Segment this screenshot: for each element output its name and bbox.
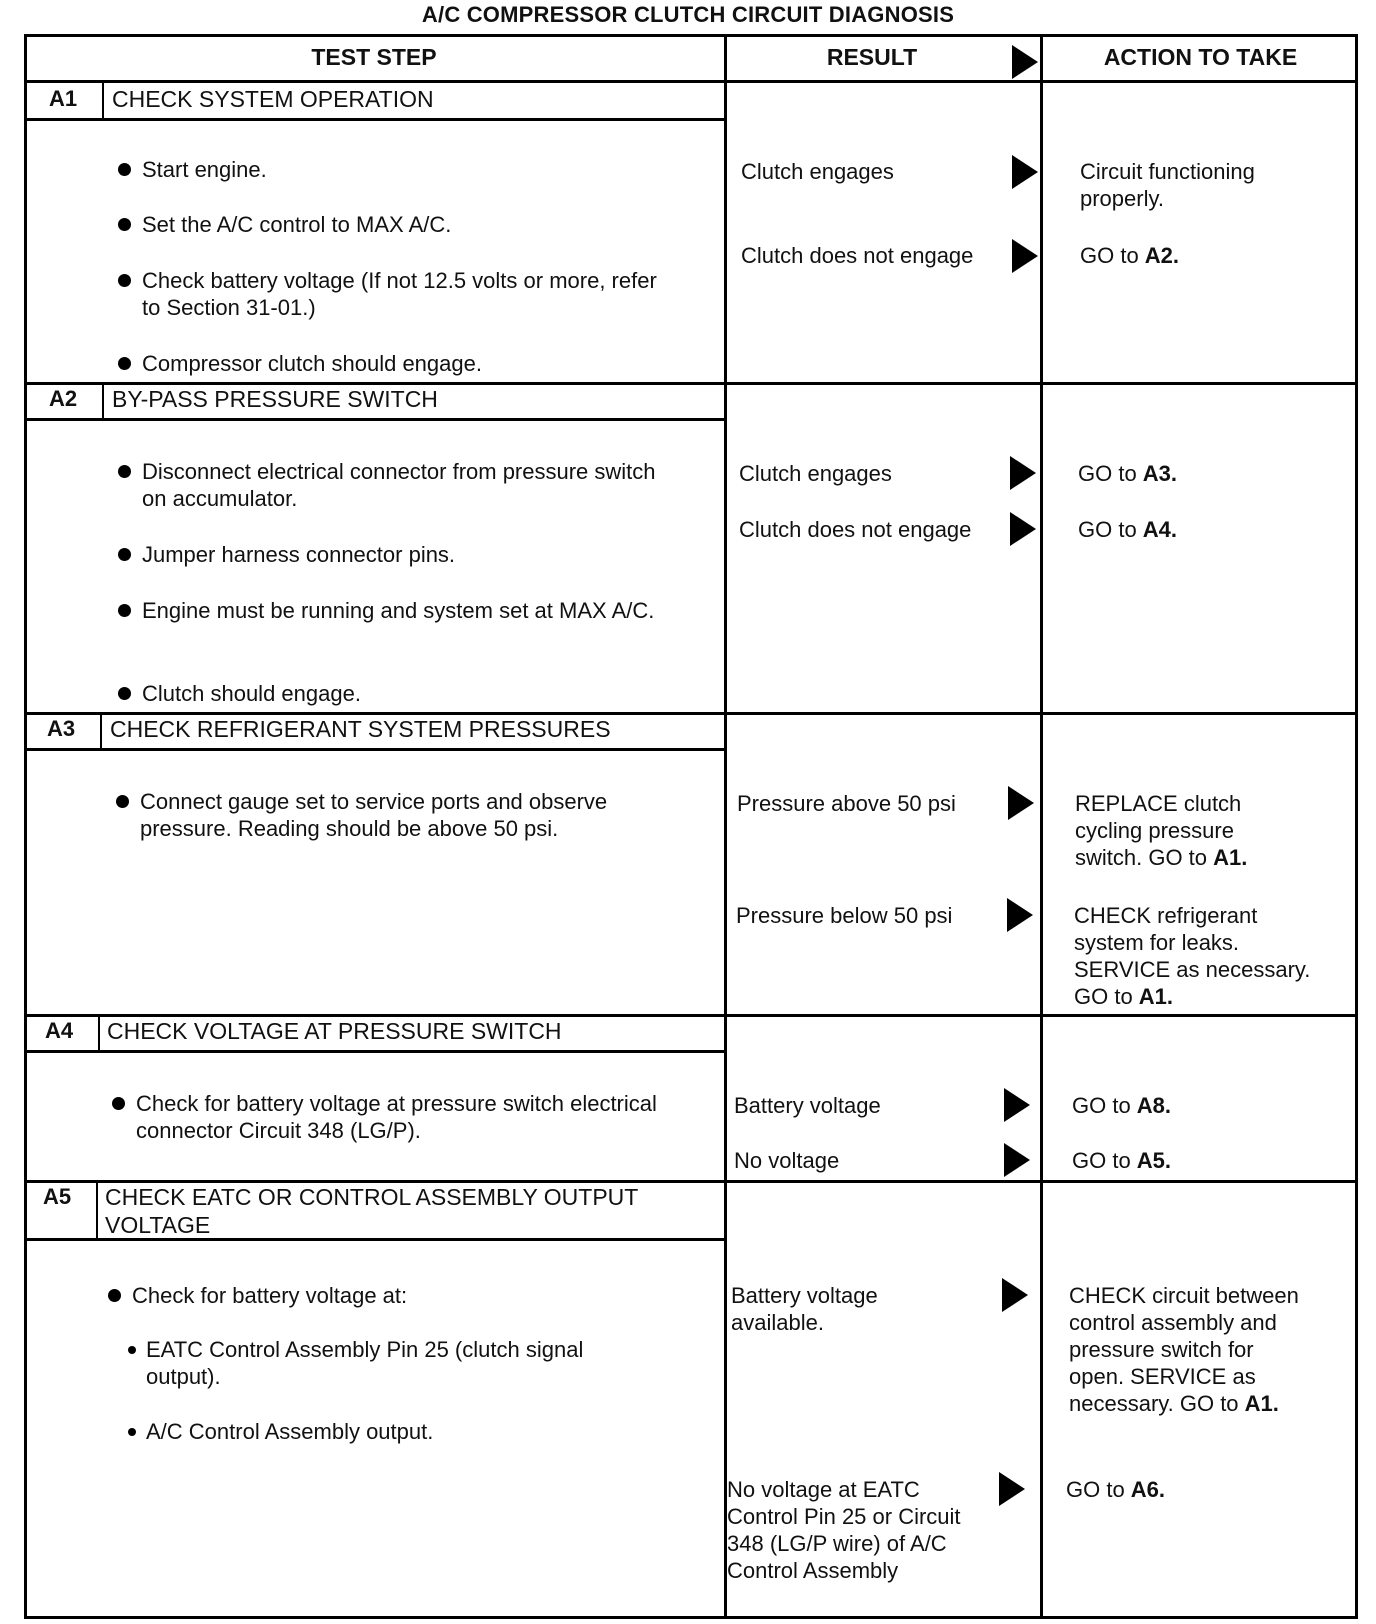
result-arrow-icon [1012,239,1038,273]
step-title-divider [24,418,724,421]
step-id-divider [102,382,104,418]
step-instruction: Start engine. [116,156,676,183]
step-id-divider [100,712,102,748]
action-text: GO to A8. [1072,1093,1172,1118]
header-test-step: TEST STEP [311,44,437,70]
step-title-divider [24,748,724,751]
header-result: RESULT [826,44,918,70]
result-text: Clutch engages [741,159,894,184]
step-id-divider [96,1180,98,1238]
result-arrow-icon [1002,1278,1028,1312]
column-divider [1040,34,1043,1619]
step-sub-instruction: A/C Control Assembly output. [126,1418,646,1445]
result-arrow-icon [1010,456,1036,490]
step-instruction: Connect gauge set to service ports and observe pressure. Reading should be above 50 psi. [114,788,674,842]
step-instruction: Set the A/C control to MAX A/C. [116,211,676,238]
step-instruction: Compressor clutch should engage. [116,350,676,377]
header-divider [24,80,1358,83]
action-text: GO to A4. [1078,517,1178,542]
step-id-divider [98,1014,100,1050]
step-sub-instruction: EATC Control Assembly Pin 25 (clutch signal output). [126,1336,646,1390]
step-instruction: Check for battery voltage at pressure switch electrical connector Circuit 348 (LG/P). [110,1090,670,1144]
column-divider [724,34,727,1619]
result-text: No voltage at EATC Control Pin 25 or Circuit 348 (LG/P wire) of A/C Control Assembly [727,1477,961,1583]
action-text: CHECK refrigerant system for leaks. SERVICE as necessary. GO to A1. [1074,903,1311,1009]
step-instruction: Engine must be running and system set at MAX A/C. [116,597,676,624]
action-text: GO to A3. [1078,461,1178,486]
step-instruction: Jumper harness connector pins. [116,541,676,568]
step-id: A4 [44,1018,74,1043]
step-id-divider [102,80,104,118]
step-title: CHECK REFRIGERANT SYSTEM PRESSURES [110,716,611,742]
action-text: CHECK circuit between control assembly and pressure switch for open. SERVICE as necessary. GO to A1. [1069,1283,1299,1416]
step-title-divider [24,1050,724,1053]
result-text: Clutch does not engage [739,517,972,542]
action-text: GO to A2. [1080,243,1180,268]
result-text: Battery voltage available. [731,1283,878,1335]
result-arrow-icon [1008,786,1034,820]
step-id: A2 [48,386,78,411]
document-title: A/C COMPRESSOR CLUTCH CIRCUIT DIAGNOSIS [421,2,955,27]
result-arrow-icon [999,1472,1025,1506]
action-text: GO to A6. [1066,1477,1166,1502]
step-instruction: Clutch should engage. [116,680,676,707]
result-text: Clutch does not engage [741,243,974,268]
header-action: ACTION TO TAKE [1103,44,1298,70]
step-title: BY-PASS PRESSURE SWITCH [112,386,438,412]
result-arrow-icon [1007,898,1033,932]
result-text: Battery voltage [734,1093,881,1118]
result-text: Pressure below 50 psi [736,903,953,928]
result-arrow-icon [1004,1143,1030,1177]
step-title: CHECK EATC OR CONTROL ASSEMBLY OUTPUT VOLTAGE [105,1184,638,1238]
result-arrow-icon [1004,1088,1030,1122]
step-title-divider [24,118,724,121]
step-id: A1 [48,86,78,111]
action-text: Circuit functioning properly. [1080,159,1255,211]
header-arrow-icon [1012,45,1038,79]
step-id: A3 [46,716,76,741]
step-title: CHECK VOLTAGE AT PRESSURE SWITCH [107,1018,562,1044]
action-text: REPLACE clutch cycling pressure switch. GO to A1. [1075,791,1248,870]
result-text: Clutch engages [739,461,892,486]
step-id: A5 [42,1184,72,1209]
step-instruction: Check for battery voltage at: [106,1282,666,1309]
action-text: GO to A5. [1072,1148,1172,1173]
result-arrow-icon [1012,155,1038,189]
result-text: Pressure above 50 psi [737,791,956,816]
result-arrow-icon [1010,512,1036,546]
result-text: No voltage [734,1148,840,1173]
step-instruction: Check battery voltage (If not 12.5 volts or more, refer to Section 31-01.) [116,267,676,321]
step-title: CHECK SYSTEM OPERATION [112,86,434,112]
step-instruction: Disconnect electrical connector from pressure switch on accumulator. [116,458,676,512]
